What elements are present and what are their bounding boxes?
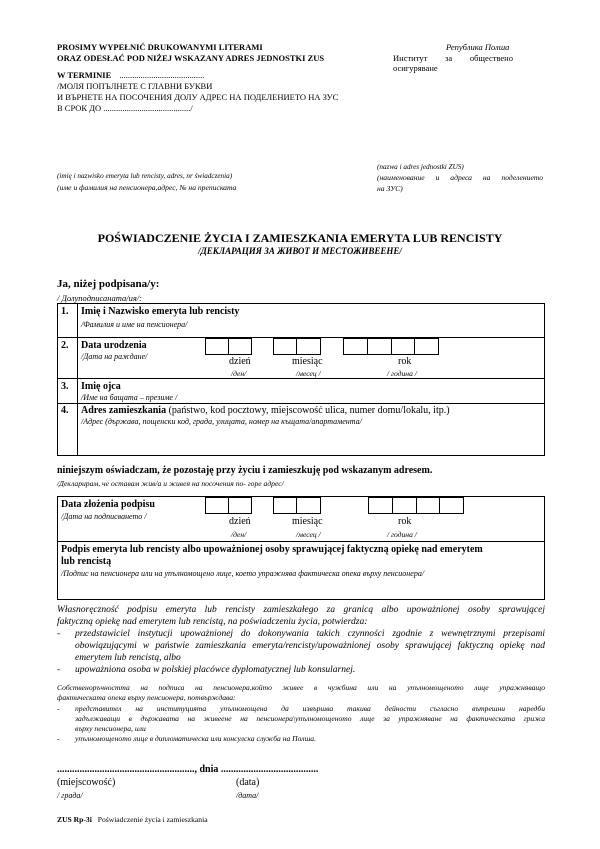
field-4-label-pl-extra: (państwo, kod pocztowy, miejscowość ulica, numer domu/lokalu, itp.) <box>166 405 450 416</box>
deadline-label: W TERMINIE <box>57 70 112 80</box>
instruction-pl-line1: PROSIMY WYPEŁNIĆ DRUKOWANYMI LITERAMI <box>57 42 263 52</box>
form-footer <box>57 815 208 824</box>
sign-month-label-pl: miesiąc <box>292 516 323 527</box>
field-2-number: 2. <box>61 340 69 351</box>
notes-bg-bullet-2: - <box>57 734 60 743</box>
date-label-bg: /дата/ <box>236 791 259 800</box>
birth-year-digit-4[interactable] <box>414 338 439 355</box>
birth-day-label-pl: dzień <box>229 356 251 367</box>
sign-year-label-bg: / година / <box>387 530 417 539</box>
notes-pl-item1-line1: przedstawiciel instytucji upoważnionej do dokonywania takich czynności zgodnie z wewnętrznymi przepisami <box>75 629 545 639</box>
notes-pl-item1-line2: obowiązującymi w państwie zamieszkania emeryta/rencisty/upoważnionej osoby sprawującej faktyczną opiekę nad <box>75 641 545 651</box>
notes-pl-bullet-2: - <box>57 665 61 675</box>
instruction-bg-line1: /МОЛЯ ПОПЪЛНЕТЕ С ГЛАВНИ БУКВИ <box>57 81 213 91</box>
sign-day-label-pl: dzień <box>229 516 251 527</box>
pensioner-address-label-bg: (име и фамилия на пенсионера,адрес, № на преписката <box>57 183 237 192</box>
birth-year-label-bg: / година / <box>387 369 417 378</box>
zus-address-label-pl: (nazwa i adres jednostki ZUS) <box>377 163 464 171</box>
field-3-label-bg: /Име на бащата – презиме / <box>81 393 178 402</box>
undersigned-pl: Ja, niżej podpisana/y: <box>57 278 160 290</box>
notes-bg-intro-line1: Собственоръчността на подписа на пенсионера,който живее в чужбина или на упълномощеното лице упражняващо <box>57 683 545 692</box>
notes-bg-item1-line1: представител на институцията упълномощена да извършва такива дейности съгласно вътрешни наредби <box>75 704 545 713</box>
sign-month-digit-1[interactable] <box>273 497 297 514</box>
notes-pl-item1-line3: emerytem lub rencistą, albo <box>75 653 181 663</box>
signature-label-pl-line1: Podpis emeryta lub rencisty albo upoważnionej osoby sprawującej faktyczną opiekę nad emerytem <box>61 544 483 555</box>
place-label-bg: / града/ <box>57 791 83 800</box>
sign-year-digit-1[interactable] <box>368 497 393 514</box>
field-4-label-pl: Adres zamieszkania <box>81 405 167 416</box>
instruction-bg-line3: В СРОК ДО ........................................./ <box>57 103 193 113</box>
field-1-label-bg: /Фамилия и име на пенсионера/ <box>81 320 188 329</box>
birth-month-digit-1[interactable] <box>273 338 297 355</box>
field-3-number: 3. <box>61 381 69 392</box>
deadline-dots: ........................................ <box>119 70 205 80</box>
zus-address-label-bg-line2: на ЗУС) <box>377 184 403 193</box>
field-1-label-pl: Imię i Nazwisko emeryta lub rencisty <box>81 306 240 317</box>
signature-date-label-pl: Data złożenia podpisu <box>61 499 155 510</box>
field-4-number: 4. <box>61 405 69 416</box>
instruction-bg-line2: И ВЪРНЕТЕ НА ПОСОЧЕНИЯ ДОЛУ АДРЕС НА ПОДЕЛЕНИЕТО НА ЗУС <box>57 92 339 102</box>
field-4-label-bg: /Адрес (държава, пощенски код, града, улицата, номер на къщата/апартамента/ <box>81 417 362 426</box>
birth-day-digit-1[interactable] <box>205 338 229 355</box>
notes-bg-bullet-1: - <box>57 704 60 713</box>
sign-year-label-pl: rok <box>398 516 412 527</box>
birth-year-digit-2[interactable] <box>367 338 392 355</box>
birth-month-digit-2[interactable] <box>296 338 321 355</box>
sign-month-digit-2[interactable] <box>296 497 321 514</box>
signature-label-bg: /Подпис на пенсионера или на упълномощено лице, което упражнява фактическа опека върху пенсионера/ <box>61 569 425 578</box>
institute-line2: осигуряване <box>393 63 438 73</box>
sign-year-digit-2[interactable] <box>392 497 417 514</box>
signature-label-pl-line2: lub rencistą <box>61 556 112 567</box>
sign-day-digit-1[interactable] <box>205 497 229 514</box>
notes-pl-intro-line1: Własnoręczność podpisu emeryta lub rencisty zamieszkałego za granicą albo upoważnionej osoby sprawującej <box>57 605 545 615</box>
birth-year-digit-3[interactable] <box>391 338 415 355</box>
notes-pl-intro-line2: faktyczną opiekę nad emerytem lub rencistą, na poświadczeniu życia, potwierdza: <box>57 617 368 627</box>
signature-date-label-bg: /Дата на подписването / <box>61 512 147 521</box>
notes-pl-bullet-1: - <box>57 629 61 639</box>
place-date-line: ......................................................., dnia ....................................... <box>57 764 319 775</box>
document-title-pl: POŚWIADCZENIE ŻYCIA I ZAMIESZKANIA EMERYTA LUB RENCISTY <box>97 231 503 245</box>
sign-year-digit-4[interactable] <box>439 497 464 514</box>
place-label-pl: (miejscowość) <box>57 777 116 788</box>
sign-day-digit-2[interactable] <box>228 497 252 514</box>
birth-year-digit-1[interactable] <box>343 338 368 355</box>
birth-day-label-bg: /ден/ <box>231 369 247 378</box>
form-code: ZUS Rp-3i <box>57 815 92 824</box>
pensioner-address-label-pl: (imię i nazwisko emeryta lub rencisty, adres, nr świadczenia) <box>57 172 233 180</box>
notes-bg-item1-line2: задължаващи в държавата на живеене на пенсионера\упълномощеното лице за упражняване на фактическата грижа <box>75 714 545 723</box>
birth-year-label-pl: rok <box>398 356 412 367</box>
field-2-label-bg: /Дата на раждане/ <box>81 352 148 361</box>
zus-address-label-bg-line1: (наименование и адреса на поделението <box>377 173 543 182</box>
notes-bg-item1-line3: върху пенсионера, или <box>75 724 146 733</box>
birth-month-label-pl: miesiąc <box>292 356 323 367</box>
notes-bg-intro-line2: фактическата опека върху пенсионера, потвърждава: <box>57 693 236 702</box>
deadline-line <box>57 70 204 80</box>
sign-day-label-bg: /ден/ <box>231 530 247 539</box>
notes-pl-item2: upoważniona osoba w polskiej placówce dyplomatycznej lub konsularnej. <box>75 665 356 675</box>
field-2-label-pl: Data urodzenia <box>81 340 147 351</box>
field-3-label-pl: Imię ojca <box>81 381 121 392</box>
birth-day-digit-2[interactable] <box>228 338 252 355</box>
sign-year-digit-3[interactable] <box>416 497 440 514</box>
sign-month-label-bg: /месец / <box>296 530 321 539</box>
date-label-pl: (data) <box>236 777 260 788</box>
declaration-bg: /Декларирам, че оставам жив/а и живея на посочения по- горе адрес/ <box>57 479 284 488</box>
notes-bg-item2: упълномощеното лице в дипломатическа или консулска служба на Полша. <box>75 734 317 743</box>
country-name: Република Полша <box>446 42 510 52</box>
field-1-number: 1. <box>61 306 69 317</box>
form-name: Poświadczenie życia i zamieszkania <box>97 815 208 824</box>
field-4-label-pl-line <box>81 405 450 416</box>
institute-line1: Институт за обществено <box>393 53 513 63</box>
declaration-pl: niniejszym oświadczam, że pozostaję przy życiu i zamieszkuję pod wskazanym adresem. <box>57 465 433 476</box>
birth-month-label-bg: /месец / <box>296 369 321 378</box>
document-title-bg: /ДЕКЛАРАЦИЯ ЗА ЖИВОТ И МЕСТОЖИВЕЕНЕ/ <box>198 246 402 256</box>
undersigned-bg: / Долуподписаната/ия/: <box>57 293 143 303</box>
instruction-pl-line2: ORAZ ODESŁAĆ POD NIŻEJ WSKAZANY ADRES JEDNOSTKI ZUS <box>57 53 325 63</box>
